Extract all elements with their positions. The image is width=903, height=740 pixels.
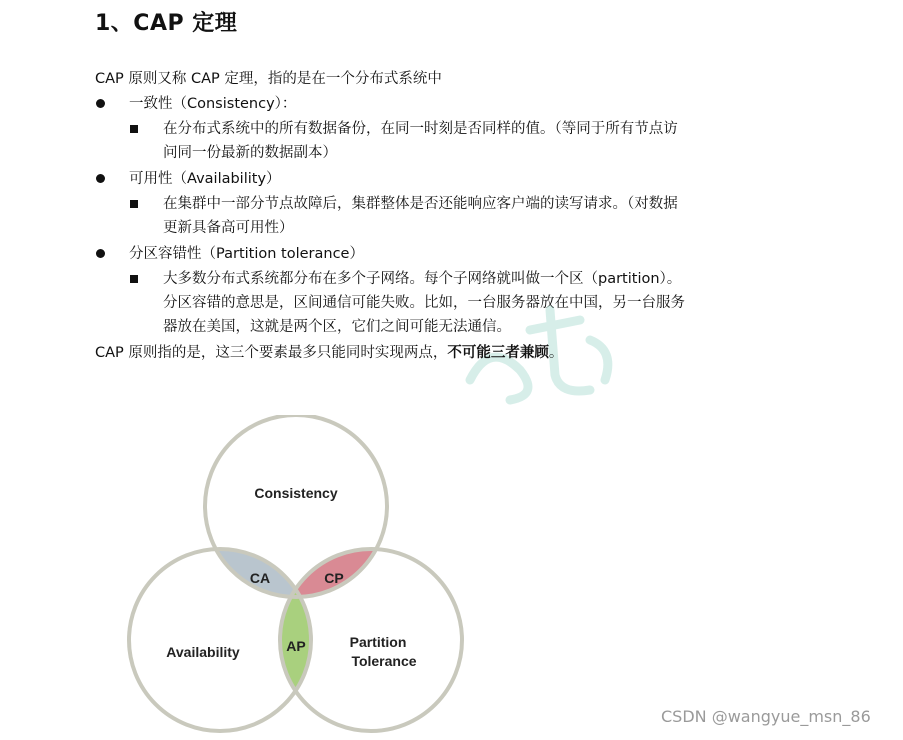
cap-venn-diagram — [125, 415, 470, 740]
bullet-icon — [96, 99, 105, 108]
item-detail-line: 大多数分布式系统都分布在多个子网络。每个子网络就叫做一个区（partition）。 — [163, 271, 682, 287]
ap-label: AP — [286, 638, 306, 654]
consistency-label: Consistency — [254, 485, 338, 501]
item-detail-line: 在集群中一部分节点故障后，集群整体是否还能响应客户端的读写请求。（对数据 — [163, 196, 678, 212]
tolerance-label: Tolerance — [351, 653, 417, 669]
partition-label: Partition — [349, 634, 407, 650]
square-bullet-icon — [130, 125, 138, 133]
bullet-icon — [96, 174, 105, 183]
item-detail-line: 分区容错的意思是，区间通信可能失败。比如，一台服务器放在中国，另一台服务 — [163, 295, 685, 311]
csdn-watermark: CSDN @wangyue_msn_86 — [661, 707, 871, 726]
conclusion-main: CAP 原则指的是，这三个要素最多只能同时实现两点， — [95, 345, 448, 361]
intro-text: CAP 原则又称 CAP 定理，指的是在一个分布式系统中 — [95, 71, 442, 87]
item-title-partition-tolerance: 分区容错性（Partition tolerance） — [129, 246, 364, 262]
item-detail-line: 问同一份最新的数据副本） — [163, 145, 337, 161]
square-bullet-icon — [130, 200, 138, 208]
conclusion-emphasis: 不可能三者兼顾 — [447, 345, 549, 361]
availability-label: Availability — [166, 644, 240, 660]
cp-label: CP — [324, 570, 344, 586]
item-title-consistency: 一致性（Consistency）： — [129, 96, 297, 112]
ca-label: CA — [249, 570, 271, 586]
item-detail-line: 在分布式系统中的所有数据备份，在同一时刻是否同样的值。（等同于所有节点访 — [163, 121, 678, 137]
conclusion-end: 。 — [548, 345, 564, 361]
conclusion-text — [95, 341, 563, 366]
item-detail-line: 更新具备高可用性） — [163, 220, 294, 236]
square-bullet-icon — [130, 275, 138, 283]
consistency-circle — [205, 415, 387, 597]
item-title-availability: 可用性（Availability） — [129, 171, 281, 187]
item-detail-line: 器放在美国，这就是两个区，它们之间可能无法通信。 — [163, 319, 511, 335]
bullet-icon — [96, 249, 105, 258]
section-heading: 1、CAP 定理 — [95, 11, 238, 36]
